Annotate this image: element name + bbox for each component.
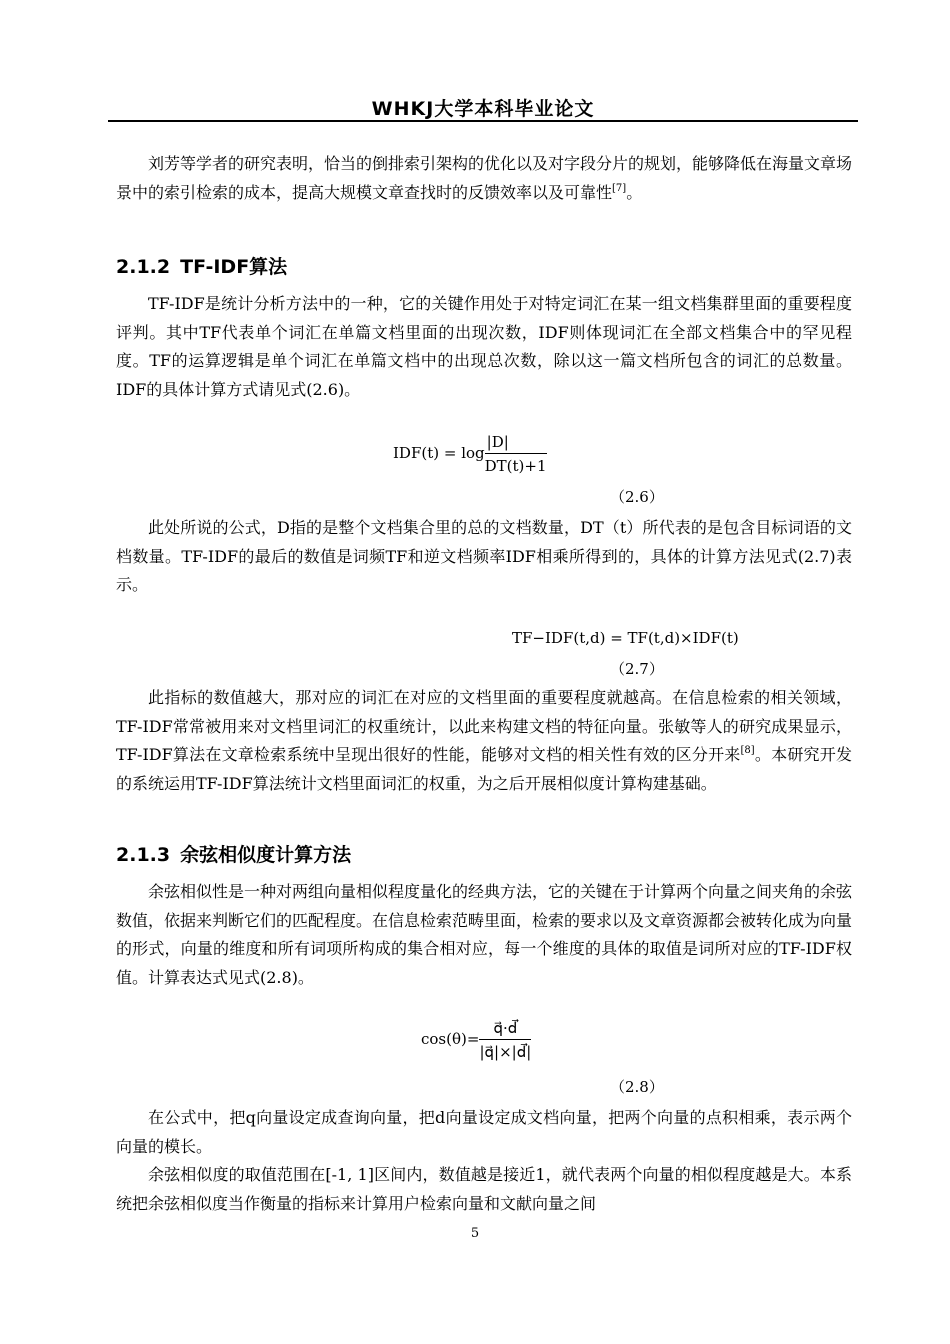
citation-7: [7]	[612, 182, 627, 194]
section-title: 余弦相似度计算方法	[180, 844, 352, 866]
equation-2-8	[421, 1018, 531, 1062]
equation-2-7: TF−IDF(t,d) = TF(t,d)×IDF(t)	[512, 629, 739, 647]
equation-2-8-fraction	[479, 1018, 531, 1062]
section-heading-2-1-2	[116, 254, 287, 280]
section-title: TF-IDF算法	[180, 256, 288, 278]
paragraph-1	[116, 150, 852, 207]
equation-2-6-fraction	[485, 432, 547, 476]
equation-2-8-denominator: |q⃗|×|d⃗|	[479, 1043, 532, 1061]
page-number: 5	[470, 1226, 480, 1241]
equation-2-7-label: （2.7）	[610, 660, 664, 678]
equation-2-6-lhs: IDF(t) = log	[393, 444, 485, 462]
paragraph-1-text: 刘芳等学者的研究表明，恰当的倒排索引架构的优化以及对字段分片的规划，能够降低在海量文章场景中的索引检索的成本，提高大规模文章查找时的反馈效率以及可靠性	[116, 154, 853, 202]
section-number: 2.1.2	[116, 256, 171, 278]
paragraph-1-end: 。	[626, 182, 643, 202]
equation-2-6-denominator: DT(t)+1	[484, 457, 547, 475]
paragraph-2: TF-IDF是统计分析方法中的一种，它的关键作用处于对特定词汇在某一组文档集群里面的重要程度评判。其中TF代表单个词汇在单篇文档里面的出现次数，IDF则体现词汇在全部文档集合中的罕见程度。TF的运算逻辑是单个词汇在单篇文档中的出现总次数，除以这一篇文档所包含的词汇的总数量。IDF的具体计算方式请见式(2.6)。	[116, 294, 852, 399]
equation-2-6-label: （2.6）	[610, 488, 664, 506]
header-rule	[108, 120, 858, 122]
citation-8: [8]	[740, 745, 755, 756]
equation-2-8-numerator: q⃗·d⃗	[479, 1018, 531, 1040]
section-heading-2-1-3	[116, 842, 351, 868]
equation-2-6	[393, 432, 547, 476]
section-number: 2.1.3	[116, 844, 171, 866]
paragraph-4-end: 。本研究开发的系统运用TF-IDF算法统计文档里面词汇的权重，为之后开展相似度计算构建基础。	[116, 745, 852, 793]
paragraph-4-text: 此指标的数值越大，那对应的词汇在对应的文档里面的重要程度就越高。在信息检索的相关领域，TF-IDF常常被用来对文档里词汇的权重统计，以此来构建文档的特征向量。张敏等人的研究成果显示，TF-IDF算法在文章检索系统中呈现出很好的性能，能够对文档的相关性有效的区分开来	[116, 688, 852, 764]
paragraph-7: 余弦相似度的取值范围在[-1, 1]区间内，数值越是接近1，就代表两个向量的相似程度越是大。本系统把余弦相似度当作衡量的指标来计算用户检索向量和文献向量之间	[116, 1165, 852, 1213]
equation-2-6-numerator: |D|	[485, 432, 547, 454]
paragraph-3: 此处所说的公式，D指的是整个文档集合里的总的文档数量，DT（t）所代表的是包含目标词语的文档数量。TF-IDF的最后的数值是词频TF和逆文档频率IDF相乘所得到的，具体的计算方法见式(2.7)表示。	[116, 518, 852, 594]
equation-2-8-label: （2.8）	[610, 1078, 664, 1096]
page-header: WHKJ大学本科毕业论文	[371, 98, 595, 120]
paragraph-6: 在公式中，把q向量设定成查询向量，把d向量设定成文档向量，把两个向量的点积相乘，表示两个向量的模长。	[116, 1108, 852, 1156]
paragraph-4	[116, 684, 852, 798]
equation-2-8-lhs: cos(θ)=	[421, 1030, 480, 1048]
paragraph-5: 余弦相似性是一种对两组向量相似程度量化的经典方法，它的关键在于计算两个向量之间夹角的余弦数值，依据来判断它们的匹配程度。在信息检索范畴里面，检索的要求以及文章资源都会被转化成为向量的形式，向量的维度和所有词项所构成的集合相对应，每一个维度的具体的取值是词所对应的TF-IDF权值。计算表达式见式(2.8)。	[116, 882, 853, 987]
